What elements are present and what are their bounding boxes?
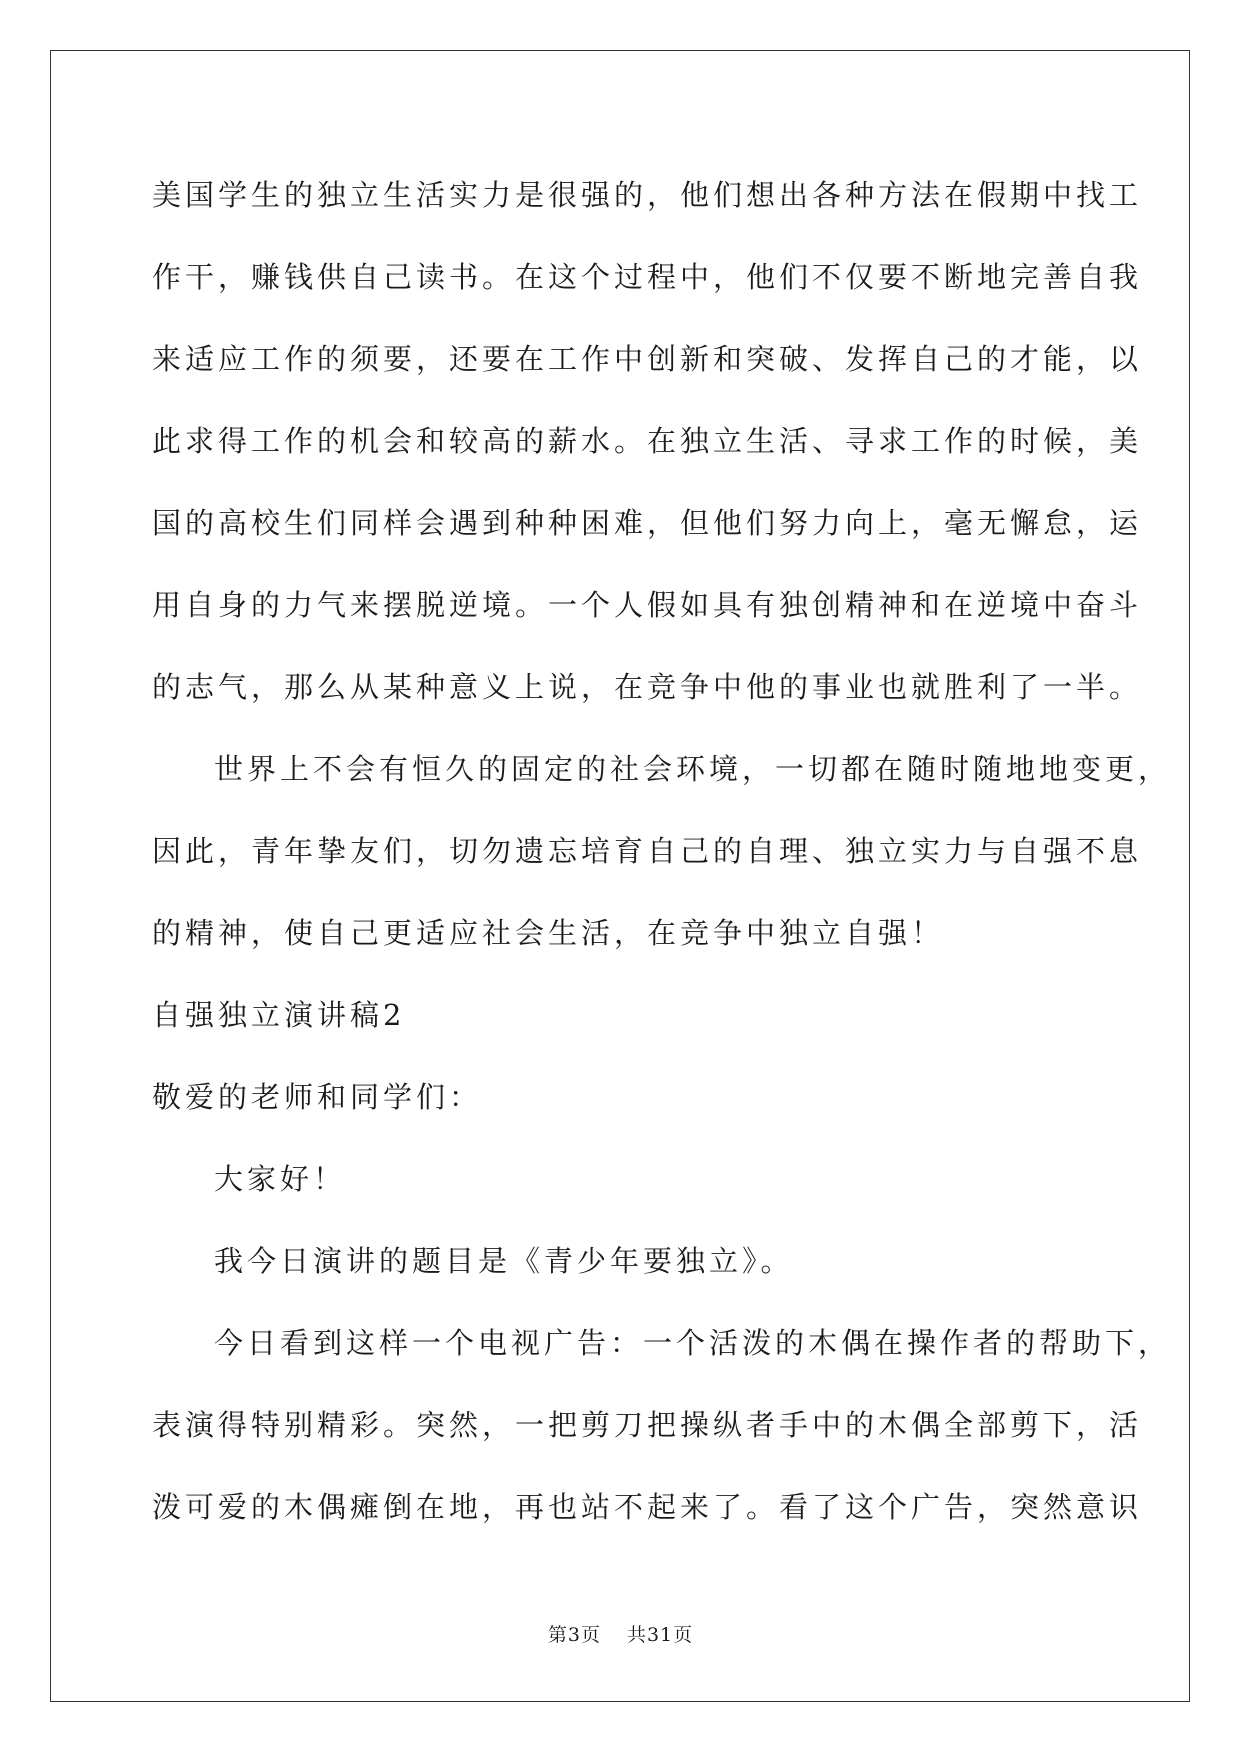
text-line: 用自身的力气来摆脱逆境。一个人假如具有独创精神和在逆境中奋斗 [152, 588, 1143, 622]
document-body [152, 154, 1172, 1548]
section-heading: 自强独立演讲稿2 [152, 998, 406, 1032]
text-line: 国的高校生们同样会遇到种种困难，但他们努力向上，毫无懈怠，运 [152, 506, 1143, 540]
page-number: 第3页 [547, 1624, 601, 1646]
text-line: 世界上不会有恒久的固定的社会环境，一切都在随时随地地变更， [214, 752, 1172, 786]
text-line: 的志气，那么从某种意义上说，在竞争中他的事业也就胜利了一半。 [152, 670, 1143, 704]
greeting: 大家好！ [214, 1162, 347, 1196]
text-line: 的精神，使自己更适应社会生活，在竞争中独立自强！ [152, 916, 945, 950]
text-line: 泼可爱的木偶瘫倒在地，再也站不起来了。看了这个广告，突然意识 [152, 1490, 1143, 1524]
page-footer [0, 1620, 1241, 1647]
text-line: 表演得特别精彩。突然，一把剪刀把操纵者手中的木偶全部剪下，活 [152, 1408, 1143, 1442]
text-line: 此求得工作的机会和较高的薪水。在独立生活、寻求工作的时候，美 [152, 424, 1143, 458]
text-line: 因此，青年挚友们，切勿遗忘培育自己的自理、独立实力与自强不息 [152, 834, 1143, 868]
text-line: 来适应工作的须要，还要在工作中创新和突破、发挥自己的才能，以 [152, 342, 1143, 376]
text-line: 今日看到这样一个电视广告：一个活泼的木偶在操作者的帮助下， [214, 1326, 1172, 1360]
text-line: 作干，赚钱供自己读书。在这个过程中，他们不仅要不断地完善自我 [152, 260, 1143, 294]
text-line: 我今日演讲的题目是《青少年要独立》。 [214, 1244, 794, 1278]
salutation: 敬爱的老师和同学们： [152, 1080, 483, 1114]
page-total: 共31页 [626, 1624, 694, 1646]
text-line: 美国学生的独立生活实力是很强的，他们想出各种方法在假期中找工 [152, 178, 1143, 212]
